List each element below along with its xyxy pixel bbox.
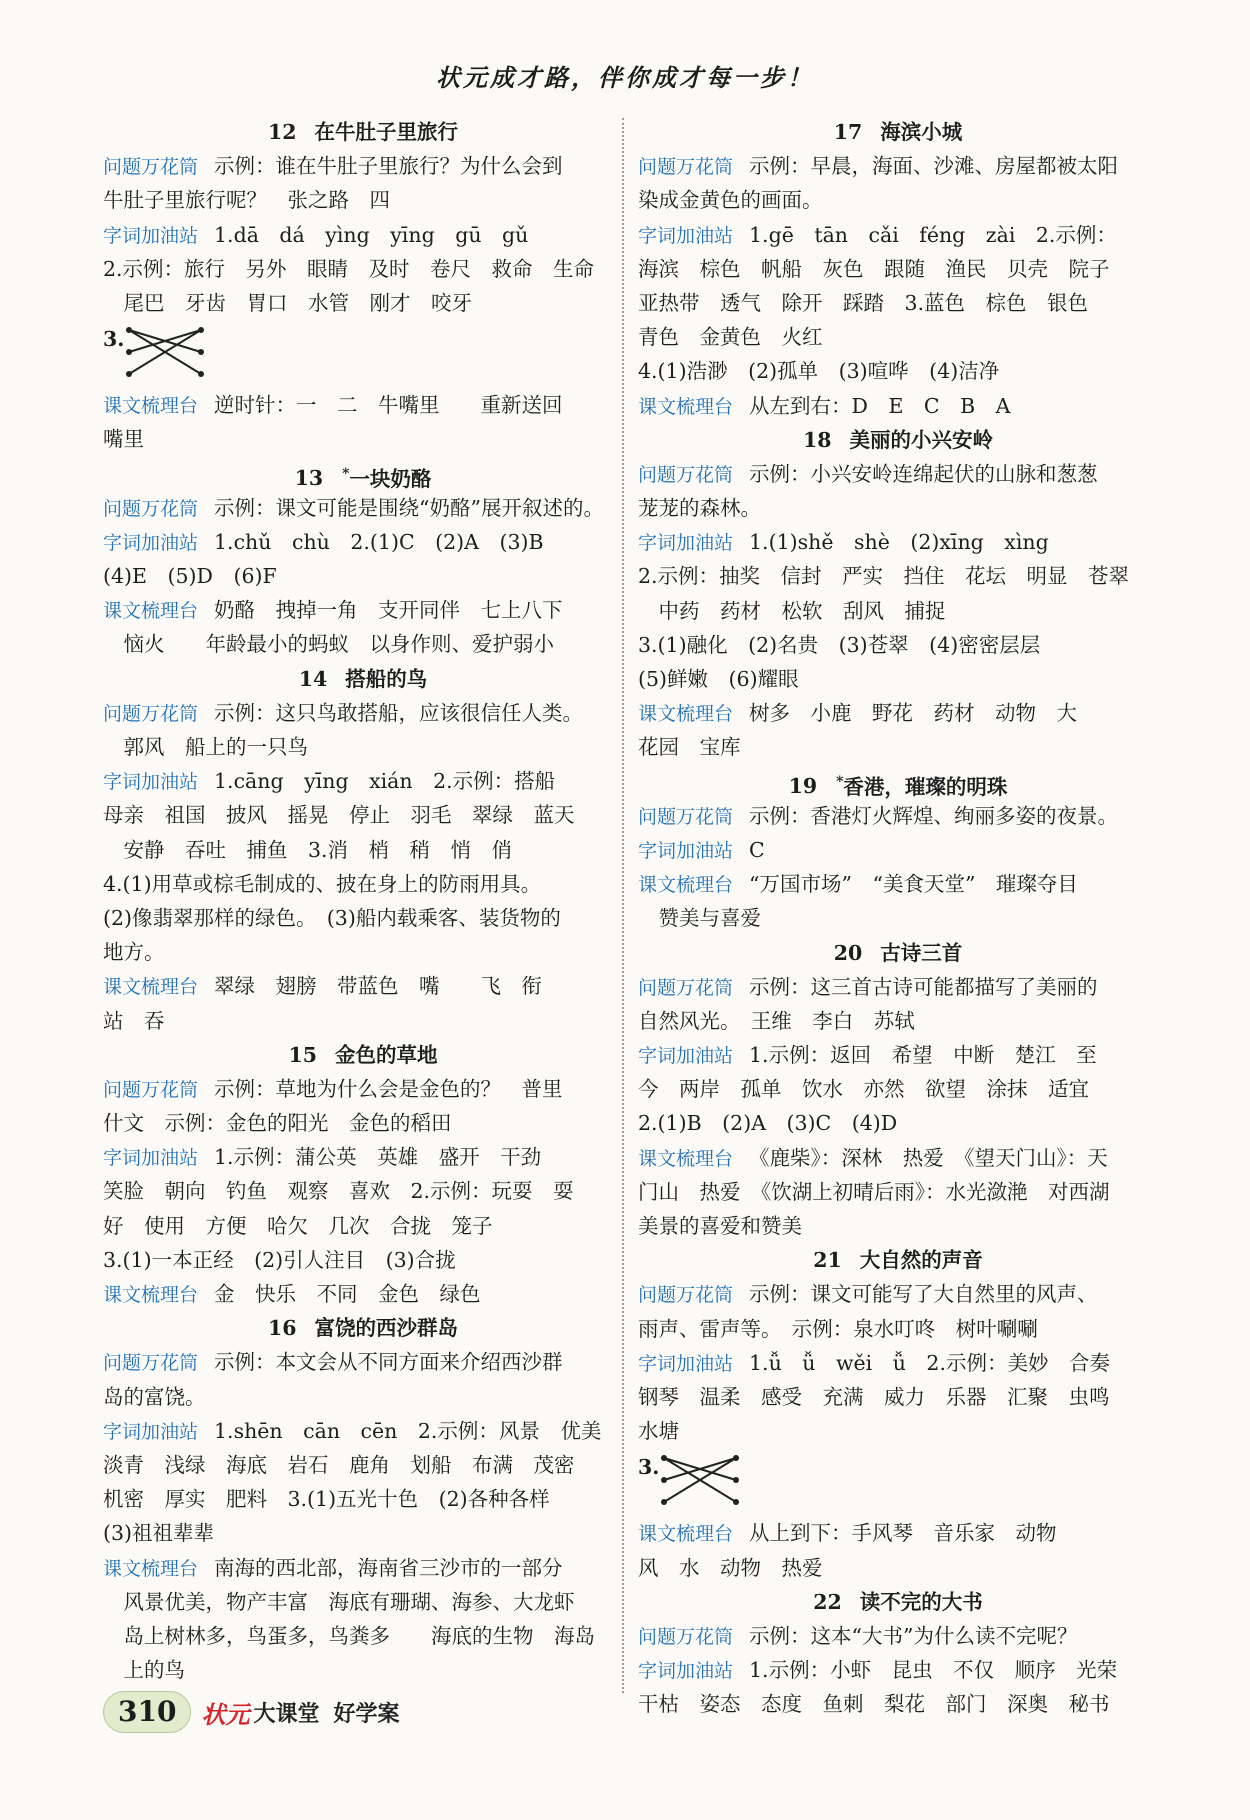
answer-text: 好 使用 方便 哈欠 几次 合拢 笼子: [103, 1213, 493, 1238]
answer-line: [638, 1653, 1158, 1687]
lesson-number: 21: [813, 1248, 842, 1273]
answer-text: 自然风光。 王维 李白 苏轼: [638, 1008, 915, 1033]
brand-logo: 状元: [201, 1699, 250, 1729]
answer-text: 1.dā dá yìng yīng gū gǔ: [214, 222, 529, 247]
answer-line: [638, 491, 1158, 525]
answer-text: 地方。: [103, 940, 165, 965]
answer-line: [103, 833, 623, 867]
lesson-name: 美丽的小兴安岭: [849, 427, 994, 452]
matching-sketch: [103, 320, 623, 388]
answer-text: 站 吞: [103, 1008, 165, 1033]
lesson-name: 古诗三首: [880, 940, 963, 965]
answer-line: [638, 149, 1158, 183]
answer-line: [103, 252, 623, 286]
answer-text: 示例：课文可能是围绕“奶酪”展开叙述的。: [214, 495, 604, 520]
lesson-number: 14: [298, 666, 328, 691]
answer-line: [638, 1312, 1158, 1346]
lesson-title: [103, 1038, 623, 1072]
answer-text: 淡青 浅绿 海底 岩石 鹿角 划船 布满 茂密: [103, 1452, 575, 1477]
answer-line: [103, 183, 623, 217]
right-column: [638, 115, 1158, 1721]
lesson-title: [638, 765, 1158, 799]
answer-text: 示例：这三首古诗可能都描写了美丽的: [749, 974, 1098, 999]
section-tag: 问题万花筒: [638, 156, 734, 179]
answer-line: [638, 970, 1158, 1004]
answer-text: 逆时针：一 二 牛嘴里 重新送回: [214, 393, 563, 418]
answer-line: [638, 901, 1158, 935]
answer-line: [638, 320, 1158, 354]
answer-text: 干枯 姿态 态度 鱼刺 梨花 部门 深奥 秘书: [638, 1692, 1110, 1717]
column-divider: [622, 118, 624, 1693]
answer-line: [103, 1551, 623, 1585]
answer-line: [103, 1585, 623, 1619]
answer-line: [103, 867, 623, 901]
lesson-name: 富饶的西沙群岛: [314, 1316, 459, 1341]
answer-line: [638, 354, 1158, 388]
answer-text: 示例：这只鸟敢搭船，应该很信任人类。: [214, 700, 584, 725]
answer-line: [638, 833, 1158, 867]
answer-line: [638, 559, 1158, 593]
section-tag: 问题万花筒: [103, 1078, 199, 1101]
answer-text: 翠绿 翅膀 带蓝色 嘴 飞 衔: [214, 974, 543, 999]
lesson-title: [103, 662, 623, 696]
answer-text: 风 水 动物 热爱: [638, 1555, 823, 1580]
section-tag: 课文梳理台: [638, 395, 734, 418]
answer-line: [103, 901, 623, 935]
answer-text: 示例：小兴安岭连绵起伏的山脉和葱葱: [749, 461, 1098, 486]
answer-text: 花园 宝库: [638, 735, 741, 760]
section-tag: 字词加油站: [103, 1147, 199, 1170]
section-tag: 字词加油站: [103, 1420, 199, 1443]
section-tag: 课文梳理台: [103, 395, 199, 418]
answer-text: 茏茏的森林。: [638, 496, 761, 521]
answer-text: 1.(1)shě shè (2)xīng xìng: [749, 530, 1049, 555]
brand-suffix: 大课堂: [253, 1700, 320, 1727]
answer-text: 示例：香港灯火辉煌、绚丽多姿的夜景。: [749, 803, 1119, 828]
answer-text: C: [749, 837, 765, 862]
answer-text: 牛肚子里旅行呢？ 张之路 四: [103, 188, 390, 213]
answer-text: 示例：早晨，海面、沙滩、房屋都被太阳: [749, 154, 1119, 179]
lesson-number: 22: [813, 1589, 842, 1614]
answer-text: 1.ǚ ǚ wěi ǚ 2.示例：美妙 合奏: [749, 1350, 1110, 1375]
lesson-name: 一块奶酪: [349, 466, 432, 491]
answer-text: 3.(1)一本正经 (2)引人注目 (3)合拢: [103, 1247, 456, 1272]
answer-text: 4.(1)浩渺 (2)孤单 (3)喧哗 (4)洁净: [638, 359, 1000, 384]
answer-line: [638, 696, 1158, 730]
answer-line: [638, 662, 1158, 696]
section-tag: 问题万花筒: [103, 156, 199, 179]
answer-line: [638, 183, 1158, 217]
answer-line: [638, 1551, 1158, 1585]
answer-line: [103, 422, 623, 456]
section-tag: 字词加油站: [638, 1045, 734, 1068]
answer-line: [103, 1380, 623, 1414]
left-column: [103, 115, 623, 1687]
section-tag: 字词加油站: [638, 1352, 734, 1375]
answer-line: [638, 1106, 1158, 1140]
answer-text: 赞美与喜爱: [638, 906, 761, 931]
answer-line: [103, 525, 623, 559]
answer-text: 郭风 船上的一只鸟: [103, 735, 308, 759]
answer-line: [638, 1038, 1158, 1072]
section-tag: 字词加油站: [638, 532, 734, 555]
lesson-title: [638, 1585, 1158, 1619]
answer-text: 钢琴 温柔 感受 充满 威力 乐器 汇聚 虫鸣: [638, 1384, 1110, 1409]
section-tag: 问题万花筒: [638, 463, 734, 486]
answer-line: [103, 1277, 623, 1311]
answer-line: [103, 491, 623, 525]
answer-line: [103, 286, 623, 320]
lesson-number: 19: [788, 774, 818, 799]
answer-line: [638, 252, 1158, 286]
answer-line: [103, 764, 623, 798]
answer-text: 1.示例：小虾 昆虫 不仅 顺序 光荣: [749, 1658, 1118, 1683]
answer-line: [638, 1209, 1158, 1243]
answer-line: [103, 388, 623, 422]
answer-text: (4)E (5)D (6)F: [103, 564, 277, 589]
answer-text: 金 快乐 不同 金色 绿色: [214, 1282, 481, 1306]
lesson-star: *: [836, 773, 844, 790]
answer-line: [638, 389, 1158, 423]
page-number: 310: [103, 1691, 191, 1733]
answer-line: [638, 457, 1158, 491]
answer-line: [103, 935, 623, 969]
section-tag: 课文梳理台: [638, 1147, 734, 1170]
answer-text: 示例：本文会从不同方面来介绍西沙群: [214, 1350, 563, 1375]
answer-text: 亚热带 透气 除开 踩踏 3.蓝色 棕色 银色: [638, 290, 1089, 315]
lesson-name: 金色的草地: [335, 1042, 438, 1067]
answer-text: 从左到右：D E C B A: [749, 393, 1011, 418]
matching-label: 3.: [103, 327, 125, 352]
answer-text: 示例：草地为什么会是金色的？ 普里: [214, 1076, 563, 1101]
answer-line: [103, 1653, 623, 1687]
lesson-star: *: [342, 465, 350, 482]
answer-line: [103, 149, 623, 183]
answer-text: 4.(1)用草或棕毛制成的、披在身上的防雨用具。: [103, 871, 542, 896]
answer-text: 南海的西北部，海南省三沙市的一部分: [214, 1555, 563, 1580]
answer-text: 2.(1)B (2)A (3)C (4)D: [638, 1111, 898, 1136]
answer-text: 树多 小鹿 野花 药材 动物 大: [749, 701, 1078, 726]
answer-line: [638, 799, 1158, 833]
matching-sketch: [638, 1448, 1158, 1516]
lesson-number: 16: [267, 1316, 297, 1341]
answer-line: [638, 525, 1158, 559]
answer-text: 示例：课文可能写了大自然里的风声、: [749, 1282, 1098, 1307]
answer-line: [638, 1414, 1158, 1448]
lesson-title: [638, 1243, 1158, 1277]
series-name: 好学案: [333, 1700, 400, 1727]
section-tag: 问题万花筒: [103, 497, 199, 520]
section-tag: 课文梳理台: [638, 874, 734, 897]
lesson-title: [638, 115, 1158, 149]
answer-line: [103, 1482, 623, 1516]
answer-text: 上的鸟: [103, 1658, 185, 1683]
answer-text: 1.shēn cān cēn 2.示例：风景 优美: [214, 1418, 602, 1443]
answer-line: [638, 286, 1158, 320]
answer-line: [638, 1687, 1158, 1721]
answer-line: [638, 1004, 1158, 1038]
answer-text: 1.示例：返回 希望 中断 楚江 至: [749, 1043, 1097, 1068]
answer-line: [103, 1619, 623, 1653]
answer-text: 嘴里: [103, 427, 144, 452]
answer-text: 示例：这本“大书”为什么读不完呢？: [749, 1623, 1078, 1648]
answer-line: [103, 1174, 623, 1208]
answer-text: 什文 示例：金色的阳光 金色的稻田: [103, 1111, 452, 1136]
answer-text: 机密 厚实 肥料 3.(1)五光十色 (2)各种各样: [103, 1487, 550, 1512]
section-tag: 问题万花筒: [638, 805, 734, 828]
answer-line: [103, 627, 623, 661]
answer-text: 美景的喜爱和赞美: [638, 1214, 802, 1238]
answer-line: [103, 798, 623, 832]
lesson-title: [103, 1311, 623, 1345]
answer-text: 中药 药材 松软 刮风 捕捉: [638, 598, 946, 623]
answer-text: 今 两岸 孤单 饮水 亦然 欲望 涂抹 适宜: [638, 1077, 1089, 1102]
section-tag: 问题万花筒: [638, 1625, 734, 1648]
page-footer: [103, 1690, 399, 1734]
answer-text: 岛上树林多，鸟蛋多，鸟粪多 海底的生物 海岛: [103, 1623, 595, 1648]
answer-text: 1.cāng yīng xián 2.示例：搭船: [214, 769, 556, 794]
answer-text: 风景优美，物产丰富 海底有珊瑚、海参、大龙虾: [103, 1589, 575, 1614]
answer-text: 示例：谁在牛肚子里旅行？为什么会到: [214, 154, 563, 179]
answer-line: [103, 1209, 623, 1243]
lesson-title: [638, 423, 1158, 457]
answer-text: 1.chǔ chù 2.(1)C (2)A (3)B: [214, 529, 544, 554]
answer-text: 安静 吞吐 捕鱼 3.消 梢 稍 悄 俏: [103, 837, 513, 862]
answer-line: [638, 1072, 1158, 1106]
answer-line: [638, 1175, 1158, 1209]
answer-text: 水塘: [638, 1419, 679, 1444]
lesson-number: 17: [833, 120, 863, 144]
answer-line: [103, 559, 623, 593]
answer-line: [638, 867, 1158, 901]
lesson-name: 海滨小城: [880, 120, 963, 144]
section-tag: 字词加油站: [638, 1660, 734, 1683]
answer-line: [103, 1414, 623, 1448]
answer-line: [638, 218, 1158, 252]
answer-line: [103, 1345, 623, 1379]
answer-line: [638, 1141, 1158, 1175]
lesson-name: 搭船的鸟: [345, 666, 428, 691]
section-tag: 字词加油站: [638, 224, 734, 247]
answer-line: [103, 1072, 623, 1106]
answer-line: [103, 1516, 623, 1550]
answer-line: [103, 1140, 623, 1174]
answer-text: 青色 金黄色 火红: [638, 325, 823, 350]
answer-line: [638, 1277, 1158, 1311]
answer-line: [103, 730, 623, 764]
section-tag: 课文梳理台: [638, 703, 734, 726]
lesson-name: 在牛肚子里旅行: [314, 120, 459, 144]
answer-text: 3.(1)融化 (2)名贵 (3)苍翠 (4)密密层层: [638, 632, 1041, 657]
answer-text: (5)鲜嫩 (6)耀眼: [638, 667, 799, 691]
answer-text: 2.示例：旅行 另外 眼睛 及时 卷尺 救命 生命: [103, 256, 595, 281]
section-tag: 课文梳理台: [103, 1284, 199, 1306]
answer-line: [638, 1380, 1158, 1414]
answer-text: 门山 热爱 《饮湖上初晴后雨》：水光潋滟 对西湖: [638, 1179, 1110, 1204]
page-header: 状元成才路，伴你成才每一步！: [436, 63, 814, 92]
section-tag: 课文梳理台: [638, 1523, 734, 1546]
lesson-number: 20: [833, 940, 863, 965]
answer-line: [638, 730, 1158, 764]
section-tag: 问题万花筒: [638, 976, 734, 999]
answer-text: 雨声、雷声等。 示例：泉水叮咚 树叶唰唰: [638, 1316, 1038, 1341]
answer-text: 染成金黄色的画面。: [638, 188, 823, 213]
section-tag: 课文梳理台: [103, 976, 199, 999]
answer-text: 从上到下：手风琴 音乐家 动物: [749, 1521, 1057, 1546]
answer-text: 尾巴 牙齿 胃口 水管 刚才 咬牙: [103, 290, 472, 315]
answer-line: [638, 1346, 1158, 1380]
answer-text: 奶酪 拽掉一角 支开同伴 七上八下: [214, 598, 563, 623]
answer-text: 2.示例：抽奖 信封 严实 挡住 花坛 明显 苍翠: [638, 564, 1130, 589]
answer-text: 《鹿柴》：深林 热爱 《望天门山》：天: [749, 1145, 1108, 1170]
lesson-name: 香港，璀璨的明珠: [843, 774, 1008, 799]
answer-text: 1.gē tān cǎi féng zài 2.示例：: [749, 222, 1117, 247]
section-tag: 字词加油站: [638, 839, 734, 862]
section-tag: 字词加油站: [103, 531, 199, 554]
matching-lines-icon: [656, 1448, 746, 1512]
answer-text: “万国市场” “美食天堂” 璀璨夺目: [749, 872, 1078, 897]
lesson-title: [103, 457, 623, 491]
answer-text: 母亲 祖国 披风 摇晃 停止 羽毛 翠绿 蓝天: [103, 803, 575, 828]
section-tag: 课文梳理台: [103, 1557, 199, 1580]
lesson-number: 15: [288, 1042, 318, 1067]
section-tag: 课文梳理台: [103, 600, 199, 623]
answer-line: [638, 1619, 1158, 1653]
answer-text: 1.示例：蒲公英 英雄 盛开 干劲: [214, 1145, 542, 1170]
section-tag: 字词加油站: [103, 224, 199, 247]
answer-line: [103, 1106, 623, 1140]
answer-line: [103, 696, 623, 730]
lesson-name: 读不完的大书: [859, 1589, 983, 1614]
lesson-title: [638, 936, 1158, 970]
answer-line: [103, 1448, 623, 1482]
answer-text: 海滨 棕色 帆船 灰色 跟随 渔民 贝壳 院子: [638, 256, 1110, 281]
lesson-title: [103, 115, 623, 149]
answer-line: [638, 1516, 1158, 1550]
answer-text: 岛的富饶。: [103, 1384, 206, 1409]
section-tag: 字词加油站: [103, 771, 199, 794]
answer-line: [638, 628, 1158, 662]
lesson-number: 18: [802, 427, 832, 452]
matching-lines-icon: [121, 320, 211, 384]
answer-line: [638, 594, 1158, 628]
section-tag: 问题万花筒: [638, 1284, 734, 1307]
answer-text: (2)像翡翠那样的绿色。 (3)船内载乘客、装货物的: [103, 905, 561, 930]
answer-text: (3)祖祖辈辈: [103, 1521, 215, 1546]
matching-label: 3.: [638, 1455, 660, 1480]
lesson-number: 12: [267, 120, 297, 144]
answer-line: [103, 1004, 623, 1038]
answer-text: 恼火 年龄最小的蚂蚁 以身作则、爱护弱小: [103, 632, 554, 657]
answer-line: [103, 969, 623, 1003]
answer-line: [103, 218, 623, 252]
lesson-number: 13: [294, 466, 324, 491]
lesson-name: 大自然的声音: [859, 1248, 983, 1273]
section-tag: 问题万花筒: [103, 1352, 199, 1375]
answer-line: [103, 593, 623, 627]
answer-line: [103, 1243, 623, 1277]
answer-text: 笑脸 朝向 钓鱼 观察 喜欢 2.示例：玩耍 耍: [103, 1179, 574, 1204]
section-tag: 问题万花筒: [103, 702, 199, 725]
